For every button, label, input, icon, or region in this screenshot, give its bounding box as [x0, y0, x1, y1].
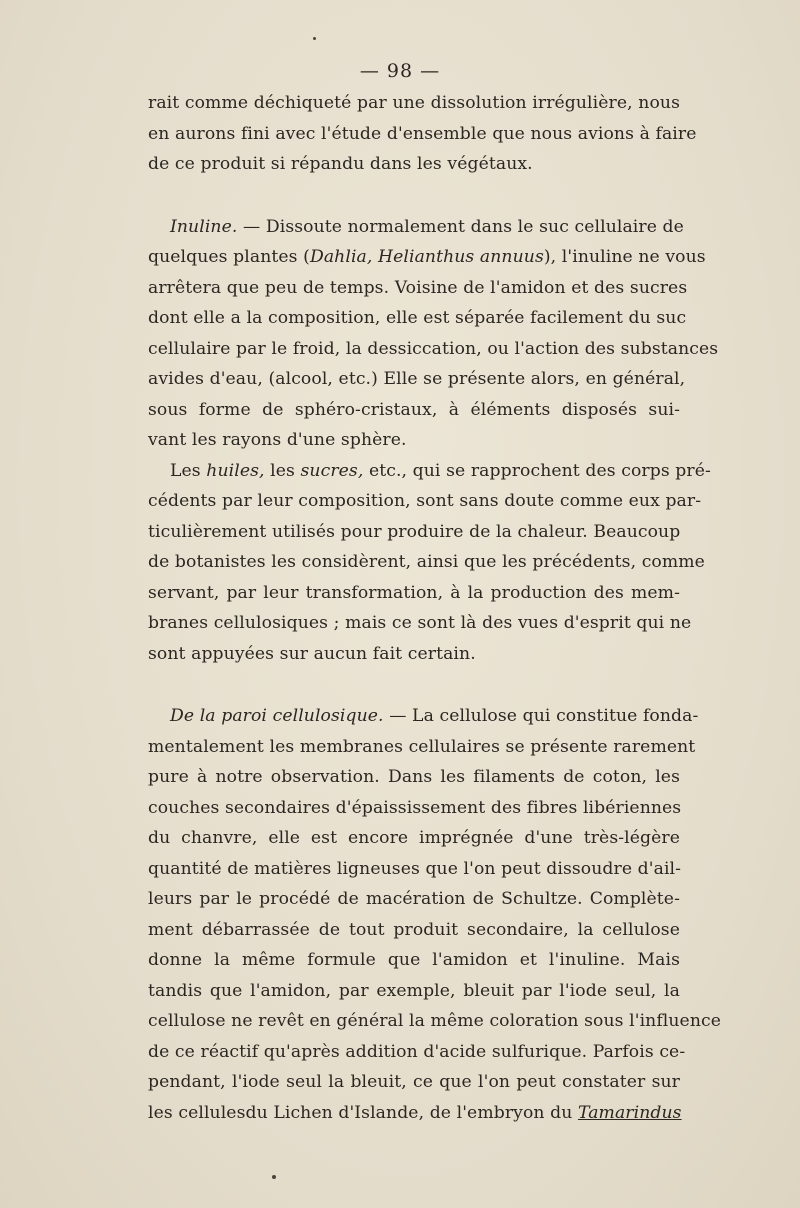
text-run: sont appuyées sur aucun fait certain. — [148, 643, 476, 664]
text-run: quantité de matières ligneuses que l'on peut dissoudre d'ail- — [148, 858, 682, 879]
text-line — [148, 212, 684, 243]
paragraph-gap — [148, 180, 680, 212]
text-line — [148, 364, 686, 395]
italic-text: De la paroi cellulosique. — [170, 706, 384, 726]
text-run: avides d'eau, (alcool, etc.) Elle se présente alors, en général, — [148, 369, 686, 389]
text-run: — Dissoute normalement dans le suc cellulaire de — [237, 216, 684, 237]
paragraph-gap — [148, 669, 680, 701]
text-run: de botanistes les considèrent, ainsi que les précédents, comme — [148, 552, 705, 572]
text-line — [148, 608, 692, 639]
text-run: quelques plantes ( — [148, 247, 310, 267]
text-run: de ce produit si répandu dans les végétaux. — [148, 154, 533, 174]
italic-text: Dahlia, Helianthus annuus — [309, 247, 544, 267]
text-run: rait comme déchiqueté par une dissolution irrégulière, nous — [148, 93, 680, 113]
text-line — [148, 425, 680, 456]
text-line — [148, 578, 680, 609]
text-line — [148, 273, 688, 304]
text-run: ticulièrement utilisés pour produire de la chaleur. Beaucoup — [148, 521, 681, 542]
text-line — [148, 1098, 680, 1129]
text-run: vant les rayons d'une sphère. — [148, 430, 407, 450]
text-run: pendant, l'iode seul la bleuit, ce que l'on peut constater sur — [148, 1072, 680, 1092]
text-line — [148, 517, 680, 548]
italic-text: sucres, — [300, 460, 364, 481]
paragraph — [148, 701, 721, 1128]
text-run: etc., qui se rapprochent des corps pré- — [363, 460, 711, 481]
text-line — [148, 119, 697, 150]
text-run: pure à notre observation. Dans les filaments de coton, les — [148, 767, 680, 787]
text-line — [148, 1067, 680, 1098]
text-line — [148, 395, 680, 426]
text-run: en aurons fini avec l'étude d'ensemble que nous avions à faire — [148, 123, 697, 144]
text-run: de ce réactif qu'après addition d'acide sulfurique. Parfois ce- — [148, 1041, 686, 1062]
text-line — [148, 303, 687, 334]
text-line — [148, 242, 706, 273]
paragraph — [148, 456, 711, 670]
text-run: — La cellulose qui constitue fonda- — [383, 706, 699, 726]
body-text — [148, 88, 721, 1128]
text-line — [148, 884, 680, 915]
text-line — [148, 915, 680, 946]
text-run: cellulose ne revêt en général la même coloration sous l'influence — [148, 1011, 721, 1031]
italic-text: Inuline. — [170, 216, 238, 237]
text-run: servant, par leur transformation, à la production des mem- — [148, 582, 680, 603]
text-run: mentalement les membranes cellulaires se présente rarement — [148, 736, 696, 757]
text-run: ), l'inuline ne vous — [543, 247, 706, 267]
text-run: branes cellulosiques ; mais ce sont là des vues d'esprit qui ne — [148, 613, 692, 633]
text-line — [148, 88, 680, 119]
text-line — [148, 547, 705, 578]
text-line — [148, 732, 696, 763]
text-line — [148, 762, 680, 793]
text-line — [148, 639, 680, 670]
paragraph — [148, 88, 697, 180]
text-run: tandis que l'amidon, par exemple, bleuit par l'iode seul, la — [148, 980, 680, 1001]
text-run: leurs par le procédé de macération de Schultze. Complète- — [148, 889, 680, 909]
text-run: couches secondaires d'épaississement des fibres libériennes — [148, 797, 682, 818]
text-line — [148, 976, 680, 1007]
text-line — [148, 486, 702, 517]
text-line — [148, 701, 699, 732]
text-run: arrêtera que peu de temps. Voisine de l'amidon et des sucres — [148, 277, 688, 298]
italic-text: huiles, — [206, 460, 265, 481]
text-line — [148, 1006, 721, 1037]
text-run: sous forme de sphéro-cristaux, à éléments disposés sui- — [148, 399, 680, 420]
text-line — [148, 149, 680, 180]
text-run: les — [264, 460, 301, 481]
paper-speck — [272, 1175, 276, 1179]
text-run: Les — [170, 460, 207, 481]
text-line — [148, 1037, 686, 1068]
text-run: du chanvre, elle est encore imprégnée d'une très-légère — [148, 828, 680, 848]
page-number: — 98 — — [359, 60, 441, 82]
text-line — [148, 854, 680, 885]
text-run: cellulaire par le froid, la dessiccation, ou l'action des substances — [148, 338, 719, 359]
paper-speck — [313, 37, 316, 40]
text-line — [148, 823, 680, 854]
paragraph — [148, 212, 719, 456]
text-run: donne la même formule que l'amidon et l'inuline. Mais — [148, 950, 680, 970]
text-run: dont elle a la composition, elle est séparée facilement du suc — [148, 308, 687, 328]
text-run: les cellulesdu Lichen d'Islande, de l'embryon du — [148, 1102, 578, 1123]
text-line — [148, 334, 719, 365]
text-line — [148, 945, 680, 976]
text-run: ment débarrassée de tout produit secondaire, la cellulose — [148, 919, 680, 940]
text-line — [148, 456, 711, 487]
text-run: cédents par leur composition, sont sans doute comme eux par- — [148, 491, 702, 511]
text-line — [148, 793, 680, 824]
italic-text: Tamarindus — [577, 1102, 682, 1123]
